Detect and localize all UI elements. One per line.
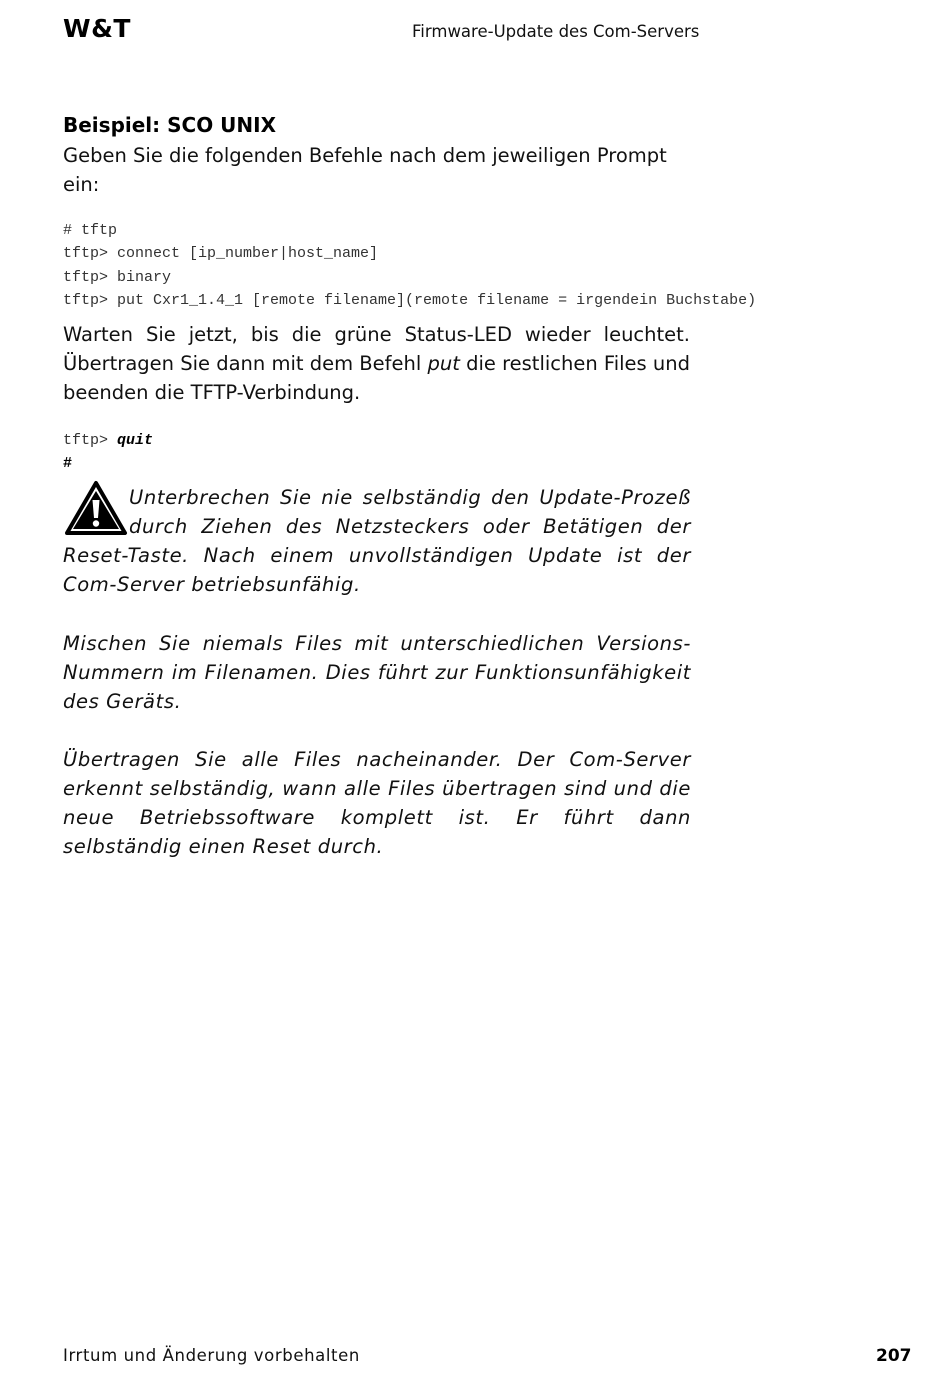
warning-paragraph-sequence: [63, 745, 691, 861]
section-heading: Beispiel: SCO UNIX: [63, 113, 277, 137]
running-title: Firmware-Update des Com-Servers: [412, 22, 700, 41]
code-line: # tftp: [63, 222, 118, 239]
code-line: [63, 429, 153, 452]
tftp-prompt: tftp>: [63, 432, 118, 449]
warning-text: Mischen Sie niemals Files mit unterschiedlichen Versions-Nummern im Filenamen. Dies führt zur Funktionsunfähigkeit des Geräts.: [63, 632, 691, 713]
put-command: put: [427, 352, 460, 375]
wait-paragraph: [63, 320, 690, 407]
warning-text: Unterbrechen Sie nie selbständig den Update-Prozeß durch Ziehen des Netzsteckers oder Betätigen der Reset-Taste. Nach einem unvollständigen Update ist der Com-Server betriebsunfähig.: [63, 486, 691, 596]
warning-paragraph-versions: [63, 629, 691, 716]
code-line: tftp> binary: [63, 268, 172, 286]
quit-command: quit: [117, 432, 154, 449]
warning-paragraph-interrupt: [63, 483, 691, 599]
code-line: tftp> put Cxr1_1.4_1 [remote filename](remote filename = irgendein Buchstabe): [63, 291, 757, 309]
intro-paragraph: Geben Sie die folgenden Befehle nach dem jeweiligen Prompt ein:: [63, 144, 667, 196]
wait-text-before: Warten Sie jetzt, bis die grüne Status-LED wieder leuchtet. Übertragen Sie dann mit dem Befehl: [63, 323, 690, 375]
wait-text-after: die restlichen Files und beenden die TFTP-Verbindung.: [63, 352, 691, 404]
page-number: 207: [876, 1346, 912, 1366]
code-line: tftp> connect [ip_number|host_name]: [63, 245, 379, 263]
warning-text: Übertragen Sie alle Files nacheinander. Der Com-Server erkennt selbständig, wann alle Files übertragen sind und die neue Betriebssoftware komplett ist. Er führt dann selbständig einen Reset durch.: [63, 748, 691, 858]
code-block-tftp-session: [63, 219, 756, 312]
code-block-quit: [63, 429, 153, 476]
brand-logo: W&T: [63, 14, 131, 43]
footer-note: Irrtum und Änderung vorbehalten: [63, 1346, 360, 1365]
shell-prompt-hash: #: [63, 455, 73, 473]
icon-spacer: [63, 483, 129, 541]
